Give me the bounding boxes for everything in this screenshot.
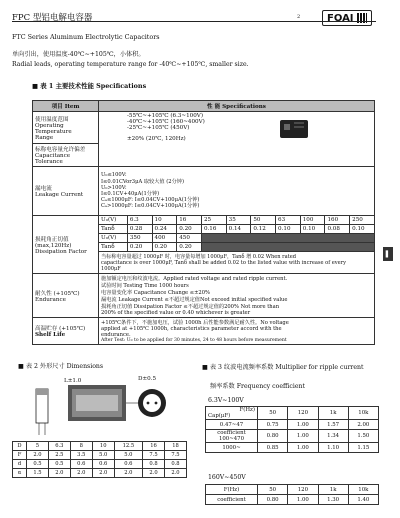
dim-cell: 12.5: [114, 442, 142, 451]
t2-cell: 1.40: [348, 495, 378, 505]
t2-cell: 1.30: [318, 495, 348, 505]
dim-cell: 2.0: [164, 469, 186, 478]
series-title: FTC Series Aluminum Electrolytic Capacitors: [12, 33, 160, 41]
df-cell: 0.10: [300, 225, 325, 234]
dim-cell: 0.5: [48, 460, 70, 469]
shelf-spec-4: After Test: U₀ to be applied for 30 minutes, 24 to 48 hours before measurement: [101, 338, 287, 343]
t2-head: 1k: [318, 485, 348, 495]
leak-spec-3: U₀>100V:: [101, 184, 127, 191]
col-item: 项目 Item: [33, 101, 99, 112]
shelf-en: Shelf Life: [35, 332, 66, 338]
temp-spec: [99, 112, 375, 167]
t2-head: 50: [258, 485, 288, 495]
df-note-en1: capacitance is over 1000μF, Tanδ shall be added 0.02 to the listed value with increase of every: [101, 260, 346, 266]
df-cell: 63: [276, 216, 301, 225]
range1-label: 6.3V~100V: [208, 397, 244, 404]
leak-label: [33, 167, 99, 216]
t1-cell: 0.80: [258, 430, 288, 443]
t2-cell: 1.00: [288, 495, 318, 505]
df-cell: 35: [226, 216, 251, 225]
dim-cell: 2.0: [26, 451, 48, 460]
dim-head-dd: d: [13, 460, 27, 469]
dim-cell: 0.5: [26, 460, 48, 469]
temp-label-en1: Operating Temperature: [35, 122, 72, 135]
shelf-cn: 高温贮存 (+105℃): [35, 326, 86, 332]
t1-cap: 0.47~47: [206, 420, 258, 430]
temp-spec-2: -40℃~+105℃ (160~400V): [127, 119, 205, 125]
dim-cell: 16: [143, 442, 165, 451]
endurance-spec-1: 施加额定电压和纹波电流。Applied rated voltage and rated ripple current.: [101, 276, 288, 282]
bullet-icon: ■: [202, 364, 208, 371]
ripple-table-high: [205, 484, 379, 505]
leak-spec-6: Cₐ>1000μF: I≤0.04CV+100μA(1分钟): [101, 203, 200, 210]
shelf-label: [33, 318, 99, 345]
dim-head-d: D: [13, 442, 27, 451]
df-cell: 16: [177, 216, 202, 225]
df-note-en2: 1000μF: [101, 266, 121, 272]
leak-spec-2: I≤0.01CVor3μA 取较大值 (2分钟): [101, 178, 184, 185]
endurance-en: Endurance: [35, 296, 66, 303]
dim-cell: 3.5: [70, 451, 92, 460]
dim-cell: 8: [70, 442, 92, 451]
table1-caption-text: 表 1 主要技术性能 Specifications: [40, 82, 147, 90]
dim-head-f: F: [13, 451, 27, 460]
df-r1-head: U₀(V): [99, 216, 128, 225]
shelf-spec: [99, 318, 375, 345]
leak-cn: 漏电流: [35, 186, 52, 192]
cap-tol-en: Capacitance Tolerance: [35, 153, 71, 165]
col-spec: 性 能 Specifications: [99, 101, 375, 112]
capacitor-photo: [278, 118, 310, 140]
page-title: FPC 型铝电解电容器: [12, 13, 93, 23]
df-r4-head: Tanδ: [99, 243, 128, 252]
shelf-spec-3: endurance.: [101, 332, 131, 338]
t1-head-f: [206, 407, 258, 420]
endurance-spec-5: 损耗角正切值 Dissipation Factor ≤不超过规定值的200% Not more than: [101, 304, 280, 310]
dim-cell: 10: [92, 442, 114, 451]
leak-spec-4: I≤0.1CV+40μA(1分钟): [101, 191, 160, 197]
df-cell: 0.24: [152, 225, 177, 234]
t1-head-f-text: F(Hz): [239, 407, 255, 413]
df-cell: 0.20: [177, 243, 202, 252]
range2-label: 160V~450V: [208, 474, 246, 481]
df-cell: 250: [350, 216, 375, 225]
df-cell: 0.20: [177, 225, 202, 234]
cap-tol-cn: 标称电容量允许偏差: [35, 147, 86, 153]
dim-cell: 5.0: [92, 451, 114, 460]
df-r3-head: U₀(V): [99, 234, 128, 243]
dim-cell: 18: [164, 442, 186, 451]
dim-cell: 2.0: [70, 469, 92, 478]
df-cell: 0.20: [152, 243, 177, 252]
t1-head: 50: [258, 407, 288, 420]
dim-cell: 7.5: [143, 451, 165, 460]
t1-cell: 1.15: [348, 443, 378, 453]
endurance-spec-3: 电容量变化率 Capacitance Change ≤±20%: [101, 290, 210, 296]
dim-cell: 6.3: [48, 442, 70, 451]
page-number: 2: [297, 14, 301, 20]
leak-spec-5: Cₐ≤1000μF: I≤0.04CV+100μA(1分钟): [101, 197, 200, 204]
df-cell: 0.20: [127, 243, 152, 252]
ripple-caption: [202, 364, 382, 372]
df-cn: 损耗角正切值(max,120Hz): [35, 236, 72, 249]
dim-cell: 5: [26, 442, 48, 451]
brand-logo: [322, 10, 372, 26]
dim-cell: 0.6: [70, 460, 92, 469]
endurance-spec: [99, 274, 375, 318]
df-label: [33, 216, 99, 274]
df-cell: 6.3: [127, 216, 152, 225]
df-cell: 25: [201, 216, 226, 225]
label-l: L±1.0: [64, 378, 82, 384]
t1-head: 120: [288, 407, 318, 420]
endurance-spec-6: 200% of the specified value or 0.40 whichever is greater: [101, 310, 251, 316]
t1-cell: 1.34: [318, 430, 348, 443]
leak-en: Leakage Current: [35, 192, 84, 198]
t1-head: 1k: [318, 407, 348, 420]
endurance-spec-2: 试验时间 Testing Time 1000 hours: [101, 283, 189, 289]
t1-cell: 2.00: [348, 420, 378, 430]
temp-spec-3: -25℃~+105℃ (450V): [127, 125, 190, 131]
intro-en: Radial leads, operating temperature range for -40℃~+105℃, smaller size.: [12, 61, 249, 68]
df-cell: 0.16: [201, 225, 226, 234]
t1-cell: 0.75: [258, 420, 288, 430]
t1-cap-label: Cap(μF): [208, 413, 231, 419]
endurance-cn: 耐久性 (+105℃): [35, 290, 80, 297]
brand-text: FOAI: [327, 12, 354, 24]
df-cell: 350: [127, 234, 152, 243]
temp-label: [33, 112, 99, 144]
dim-cell: 2.5: [48, 451, 70, 460]
endurance-label: [33, 274, 99, 318]
leak-spec-1: U₀≤100V:: [101, 172, 127, 179]
t1-head: 10k: [348, 407, 378, 420]
dim-cell: 0.8: [143, 460, 165, 469]
t1-cap-text: 100~470: [218, 436, 245, 442]
t2-head: 10k: [348, 485, 378, 495]
dimensions-caption-text: 表 2 外形尺寸 Dimensions: [25, 363, 104, 370]
t2-head: 120: [288, 485, 318, 495]
t1-cell: 1.57: [318, 420, 348, 430]
label-d: D±0.5: [138, 376, 157, 382]
df-cell: 0.28: [127, 225, 152, 234]
t2-head-f: F(Hz): [206, 485, 258, 495]
shelf-spec-1: +105℃条件下，不施加电压，试验 1000h 后性能参数满足耐久性。No voltage: [101, 320, 289, 326]
shelf-spec-2: applied at +105℃ 1000h, characteristics parameter accord with the: [101, 326, 282, 332]
dim-cell: 2.0: [114, 469, 142, 478]
df-cell: 450: [177, 234, 202, 243]
specifications-table: [32, 100, 375, 345]
dim-cell: 2.0: [48, 469, 70, 478]
df-cell: 0.12: [251, 225, 276, 234]
t1-cap: [206, 430, 258, 443]
t1-cell: 1.00: [288, 430, 318, 443]
dimension-drawing: [28, 375, 168, 437]
ripple-caption-text: 表 3 纹波电流频率系数 Multiplier for ripple current: [209, 364, 364, 371]
cap-tol-label: [33, 144, 99, 167]
ripple-table-low: [205, 406, 379, 453]
df-en: Dissipation Factor: [35, 248, 87, 255]
df-empty: [201, 243, 374, 252]
temp-spec-1: -55℃~+105℃ (6.3~100V): [127, 113, 204, 119]
ripple-sub: 频率系数 Frequency coefficient: [210, 383, 305, 390]
dim-cell: 7.5: [164, 451, 186, 460]
t1-cell: 1.10: [318, 443, 348, 453]
df-note-cn: 当标称电容量超过 1000μF 时，电容量每增加 1000μF，Tanδ 增 0.02 When rated: [101, 254, 296, 260]
df-cell: 400: [152, 234, 177, 243]
dim-cell: 0.6: [114, 460, 142, 469]
df-cell: 160: [325, 216, 350, 225]
dim-cell: 1.5: [26, 469, 48, 478]
t1-cap: 1000~: [206, 443, 258, 453]
df-cell: 0.10: [350, 225, 375, 234]
t1-cell: 1.50: [348, 430, 378, 443]
df-cell: 0.14: [226, 225, 251, 234]
dim-head-a: α: [13, 469, 27, 478]
df-cell: 50: [251, 216, 276, 225]
endurance-spec-4: 漏电流 Leakage Current ≤不超过规定值Not exceed initial specified value: [101, 297, 288, 303]
dimensions-caption: [18, 363, 103, 371]
table1-caption: [32, 82, 146, 90]
dim-cell: 2.0: [143, 469, 165, 478]
temp-label-en2: Range: [35, 134, 54, 141]
intro-cn: 单向引出，使用温度-40℃~+105℃，小体积。: [12, 51, 145, 58]
df-cell: 100: [300, 216, 325, 225]
df-empty: [201, 234, 374, 243]
t1-cell: 1.00: [288, 443, 318, 453]
bullet-icon: ■: [18, 363, 24, 370]
t1-cell: 0.85: [258, 443, 288, 453]
df-cell: 0.10: [276, 225, 301, 234]
dim-cell: 5.0: [114, 451, 142, 460]
t2-coef: coefficient: [206, 495, 258, 505]
dim-cell: 0.8: [164, 460, 186, 469]
coef-label: coefficient: [217, 430, 246, 436]
side-tab-marker: ▌: [383, 247, 393, 261]
t1-cell: 1.00: [288, 420, 318, 430]
dim-cell: 0.6: [92, 460, 114, 469]
temp-label-cn: 使用温度范围: [35, 116, 69, 123]
dimensions-table: [12, 441, 187, 478]
df-r2-head: Tanδ: [99, 225, 128, 234]
df-cell: 10: [152, 216, 177, 225]
cap-tol-spec: ±20% (20℃, 120Hz): [127, 136, 186, 142]
header-divider: [12, 21, 376, 22]
leak-spec: [99, 167, 375, 216]
df-cell: 0.08: [325, 225, 350, 234]
dim-cell: 2.0: [92, 469, 114, 478]
df-note: [99, 252, 375, 274]
t2-cell: 0.80: [258, 495, 288, 505]
bullet-icon: ■: [32, 82, 39, 90]
